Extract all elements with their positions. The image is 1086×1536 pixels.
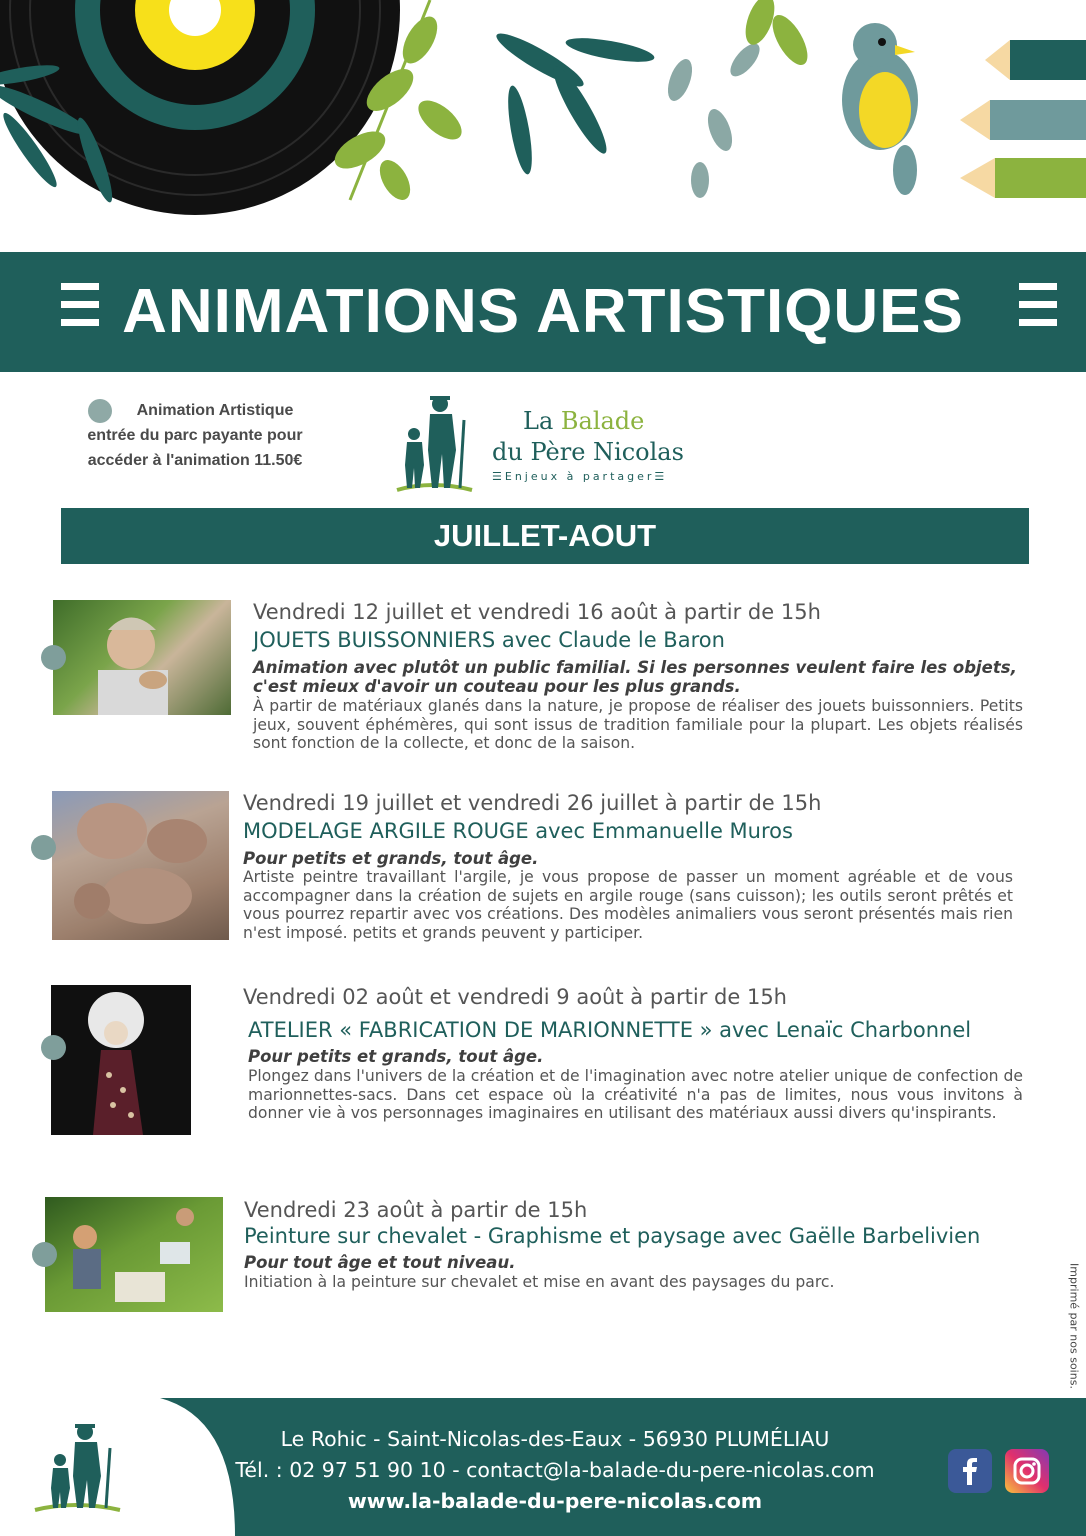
title-banner [0, 252, 1086, 372]
footer-website-link[interactable]: www.la-balade-du-pere-nicolas.com [347, 1489, 763, 1513]
printed-note [1064, 1258, 1084, 1394]
footer-contact [200, 1424, 910, 1517]
foliage-illustration [492, 0, 815, 198]
event-photo-toys [53, 600, 231, 715]
event-description: Initiation à la peinture sur chevalet et mise en avant des paysages du parc. [244, 1273, 835, 1291]
facebook-icon[interactable] [948, 1449, 992, 1493]
logo-text-line-2: du Père Nicolas [492, 438, 684, 466]
footer-address: Le Rohic - Saint-Nicolas-des-Eaux - 56930 PLUMÉLIAU [280, 1427, 830, 1451]
logo-tagline-text: Enjeux à partager [504, 470, 655, 483]
bullet-dot [41, 1035, 66, 1060]
event-date: Vendredi 02 août et vendredi 9 août à partir de 15h [243, 985, 787, 1009]
header-decoration [0, 0, 1086, 240]
event-lead: Pour petits et grands, tout âge. [248, 1047, 544, 1066]
pencils-illustration [960, 40, 1086, 198]
event-lead: Pour petits et grands, tout âge. [243, 849, 539, 868]
event-date: Vendredi 23 août à partir de 15h [244, 1198, 588, 1222]
bullet-dot [41, 645, 66, 670]
month-banner: JUILLET-AOUT [61, 508, 1029, 564]
event-date: Vendredi 12 juillet et vendredi 16 août à partir de 15h [253, 600, 821, 624]
event-description: À partir de matériaux glanés dans la nature, je propose de réaliser des jouets buissonniers. Petits jeux, souvent éphémères, qui sont issus de tradition familiale pour la plupart. Les objets réalisés sont fonction de la collecte, et donc de la saison. [253, 697, 1023, 753]
bullet-dot [32, 1242, 57, 1267]
event-title: Peinture sur chevalet - Graphisme et paysage avec Gaëlle Barbelivien [244, 1224, 981, 1248]
logo-tagline: ☰Enjeux à partager☰ [492, 470, 668, 483]
event-title: MODELAGE ARGILE ROUGE avec Emmanuelle Muros [243, 819, 793, 843]
vinyl-record-illustration [0, 0, 400, 215]
printed-note-text: Imprimé par nos soins. [1067, 1263, 1081, 1389]
instagram-icon[interactable] [1005, 1449, 1049, 1493]
logo-text-prefix: La [523, 407, 561, 435]
menu-bars-icon [61, 283, 99, 329]
page-title: ANIMATIONS ARTISTIQUES [122, 277, 964, 346]
footer-phone-email[interactable]: Tél. : 02 97 51 90 10 - contact@la-balade-du-pere-nicolas.com [235, 1458, 875, 1482]
event-date: Vendredi 19 juillet et vendredi 26 juillet à partir de 15h [243, 791, 822, 815]
event-lead: Animation avec plutôt un public familial. Si les personnes veulent faire les objets, c'est mieux d'avoir un couteau pour les plus grands. [253, 658, 1017, 696]
event-title: ATELIER « FABRICATION DE MARIONNETTE » avec Lenaïc Charbonnel [248, 1018, 972, 1042]
event-description: Artiste peintre travaillant l'argile, je vous propose de passer un moment agréable et de vous accompagner dans la création de sujets en argile rouge (sans cuisson); les outils seront prêtés et vous pourrez repartir avec vos créations. Des modèles animaliers vous seront présentés mais rien n'est imposé. petits et grands peuvent y participer. [243, 868, 1013, 942]
price-info [60, 398, 330, 473]
price-line-3: accéder à l'animation 11.50€ [87, 452, 303, 469]
event-lead: Pour tout âge et tout niveau. [244, 1253, 516, 1272]
event-photo-puppet [51, 985, 191, 1135]
logo-text-highlight: Balade [560, 407, 645, 435]
bullet-dot [31, 835, 56, 860]
event-photo-painting [45, 1197, 223, 1312]
hiker-logo-icon [392, 390, 477, 495]
logo-text-line-1 [523, 407, 644, 435]
event-photo-clay [52, 791, 229, 940]
price-line-1: Animation Artistique [136, 402, 294, 419]
bird-illustration [842, 23, 918, 195]
price-line-2: entrée du parc payante pour [87, 427, 303, 444]
hiker-logo-icon [30, 1418, 125, 1518]
menu-bars-icon [1019, 283, 1057, 329]
event-description: Plongez dans l'univers de la création et de l'imagination avec notre atelier unique de confection de marionnettes-sacs. Dans cet espace où la créativité n'a pas de limites, nous vous invitons à donner vie à vos personnages imaginaires en utilisant des matériaux aussi divers qu'inspirants. [248, 1067, 1023, 1123]
event-title: JOUETS BUISSONNIERS avec Claude le Baron [253, 628, 725, 652]
